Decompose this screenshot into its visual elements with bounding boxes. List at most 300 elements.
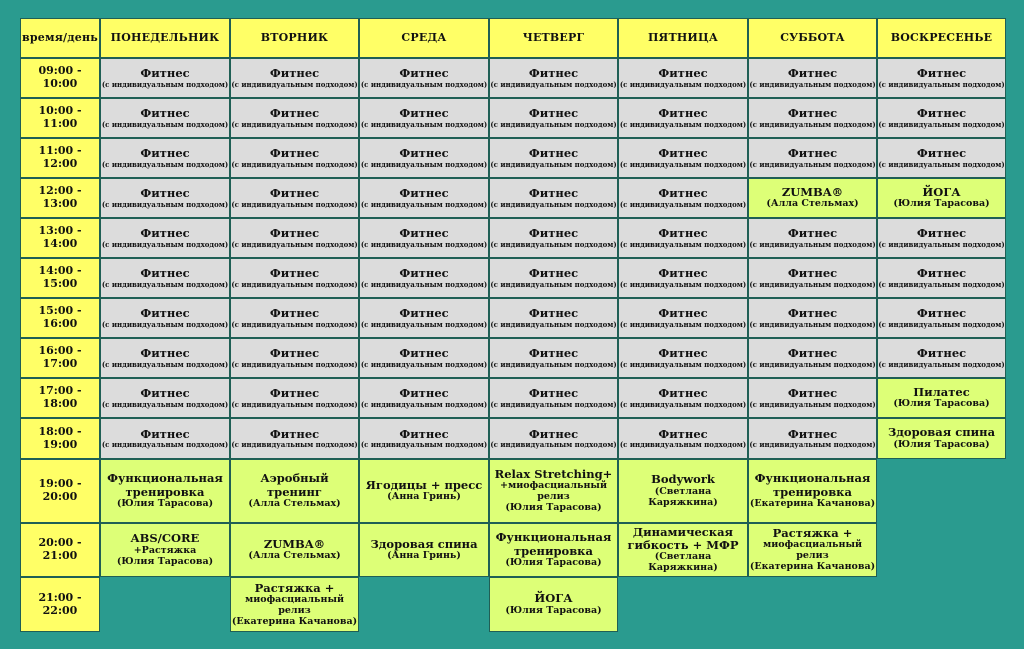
class-note: (с индивидуальным подходом) xyxy=(490,279,617,289)
fitness-cell xyxy=(748,418,877,459)
class-title: Фитнес xyxy=(269,266,320,281)
class-title: Растяжка + xyxy=(254,580,335,595)
class-title: гибкость + МФР xyxy=(627,538,739,553)
fitness-cell xyxy=(618,178,748,218)
class-title: тренировка xyxy=(773,484,852,499)
class-title: Фитнес xyxy=(269,346,320,361)
fitness-cell xyxy=(100,258,230,298)
class-note: (с индивидуальным подходом) xyxy=(749,440,876,450)
fitness-cell xyxy=(489,178,618,218)
time-label: 14:00 - 15:00 xyxy=(38,264,82,290)
fitness-cell xyxy=(877,298,1006,338)
time-label: 12:00 - 13:00 xyxy=(38,184,82,210)
time-label: 21:00 - 22:00 xyxy=(38,590,82,617)
fitness-cell xyxy=(230,218,359,258)
class-note: (с индивидуальным подходом) xyxy=(360,239,488,249)
class-note: (с индивидуальным подходом) xyxy=(101,359,229,369)
time-slot xyxy=(20,418,100,459)
fitness-cell xyxy=(100,378,230,418)
class-title: Bodywork xyxy=(651,472,715,487)
class-title: Фитнес xyxy=(399,346,449,361)
class-note: (с индивидуальным подходом) xyxy=(490,119,617,129)
trainer-name: (Светлана Каряжкина) xyxy=(648,551,718,574)
class-title: миофасциальный релиз xyxy=(762,539,863,562)
class-title: Фитнес xyxy=(658,346,708,361)
fitness-cell xyxy=(230,418,359,459)
class-cell xyxy=(748,459,877,523)
class-title: Фитнес xyxy=(269,306,320,321)
class-note: (с индивидуальным подходом) xyxy=(231,119,358,129)
class-title: Фитнес xyxy=(658,66,708,81)
class-title: Фитнес xyxy=(916,66,967,81)
fitness-cell xyxy=(489,298,618,338)
class-title: Фитнес xyxy=(528,66,579,81)
class-note: (с индивидуальным подходом) xyxy=(101,239,229,249)
fitness-cell xyxy=(748,98,877,138)
time-slot xyxy=(20,218,100,258)
class-title: Фитнес xyxy=(916,346,967,361)
fitness-cell xyxy=(359,178,489,218)
fitness-cell xyxy=(359,298,489,338)
trainer-name: (Юлия Тарасова) xyxy=(505,502,602,514)
fitness-cell xyxy=(100,418,230,459)
fitness-cell xyxy=(877,218,1006,258)
class-title: Фитнес xyxy=(787,346,838,361)
time-slot xyxy=(20,577,100,632)
class-note: (с индивидуальным подходом) xyxy=(231,239,358,249)
class-cell xyxy=(618,523,748,577)
class-title: Фитнес xyxy=(916,226,967,241)
fitness-cell xyxy=(230,138,359,178)
class-title: Динамическая xyxy=(632,524,734,539)
class-title: Фитнес xyxy=(399,66,449,81)
class-note: (с индивидуальным подходом) xyxy=(101,319,229,329)
trainer-name: (Анна Гринь) xyxy=(387,491,461,503)
fitness-cell xyxy=(618,218,748,258)
trainer-name: (Юлия Тарасова) xyxy=(116,555,214,567)
time-label: 11:00 - 12:00 xyxy=(38,144,82,170)
fitness-cell xyxy=(489,418,618,459)
class-note: (с индивидуальным подходом) xyxy=(878,119,1005,129)
class-cell xyxy=(100,523,230,577)
class-note: (с индивидуальным подходом) xyxy=(490,159,617,169)
day-header xyxy=(359,18,489,58)
class-note: (с индивидуальным подходом) xyxy=(490,440,617,450)
class-title: Фитнес xyxy=(140,426,190,441)
time-slot xyxy=(20,523,100,577)
class-cell xyxy=(100,459,230,523)
class-note: (с индивидуальным подходом) xyxy=(231,319,358,329)
class-note: (с индивидуальным подходом) xyxy=(878,159,1005,169)
fitness-cell xyxy=(748,138,877,178)
class-note: (с индивидуальным подходом) xyxy=(231,159,358,169)
class-title: Функциональная xyxy=(754,471,871,486)
class-title: Фитнес xyxy=(658,106,708,121)
fitness-cell xyxy=(489,58,618,98)
day-header xyxy=(877,18,1006,58)
trainer-name: (Анна Гринь) xyxy=(387,550,461,562)
class-note: (с индивидуальным подходом) xyxy=(619,279,747,289)
time-label: 17:00 - 18:00 xyxy=(38,384,82,410)
fitness-cell xyxy=(618,378,748,418)
class-title: Фитнес xyxy=(269,66,320,81)
day-label: СРЕДА xyxy=(401,30,447,44)
day-label: СУББОТА xyxy=(780,30,845,44)
fitness-cell xyxy=(877,138,1006,178)
time-slot xyxy=(20,258,100,298)
fitness-cell xyxy=(489,218,618,258)
fitness-cell xyxy=(100,218,230,258)
trainer-name: (Юлия Тарасова) xyxy=(116,497,214,509)
class-title: Фитнес xyxy=(528,266,579,281)
class-cell xyxy=(359,523,489,577)
class-cell xyxy=(748,178,877,218)
class-title: Пилатес xyxy=(913,384,970,399)
time-slot xyxy=(20,298,100,338)
class-note: (с индивидуальным подходом) xyxy=(490,359,617,369)
class-title: Фитнес xyxy=(399,146,449,161)
fitness-cell xyxy=(748,258,877,298)
class-title: Фитнес xyxy=(916,266,967,281)
corner-header xyxy=(20,18,100,58)
class-title: ЙОГА xyxy=(534,591,573,606)
day-header xyxy=(748,18,877,58)
class-title: Фитнес xyxy=(269,106,320,121)
fitness-cell xyxy=(230,298,359,338)
class-title: Фитнес xyxy=(140,346,190,361)
class-title: тренировка xyxy=(514,543,593,558)
fitness-cell xyxy=(359,138,489,178)
class-cell xyxy=(230,577,359,632)
fitness-cell xyxy=(877,258,1006,298)
class-title: ЙОГА xyxy=(922,184,961,199)
class-note: (с индивидуальным подходом) xyxy=(619,399,747,409)
class-note: (с индивидуальным подходом) xyxy=(619,359,747,369)
trainer-name: (Юлия Тарасова) xyxy=(893,198,990,210)
fitness-cell xyxy=(618,338,748,378)
class-title: Фитнес xyxy=(399,226,449,241)
class-title: Фитнес xyxy=(140,226,190,241)
class-cell xyxy=(230,459,359,523)
fitness-cell xyxy=(359,378,489,418)
class-cell xyxy=(877,378,1006,418)
class-title: Фитнес xyxy=(916,106,967,121)
class-title: Фитнес xyxy=(269,146,320,161)
class-title: Фитнес xyxy=(399,186,449,201)
day-label: ВТОРНИК xyxy=(260,30,329,44)
class-note: (с индивидуальным подходом) xyxy=(360,359,488,369)
class-title: Фитнес xyxy=(269,186,320,201)
class-note: (с индивидуальным подходом) xyxy=(490,239,617,249)
class-title: Функциональная xyxy=(495,530,612,545)
fitness-cell xyxy=(748,298,877,338)
class-title: Фитнес xyxy=(140,386,190,401)
fitness-cell xyxy=(359,338,489,378)
fitness-cell xyxy=(748,218,877,258)
fitness-cell xyxy=(748,58,877,98)
class-note: (с индивидуальным подходом) xyxy=(749,399,876,409)
fitness-cell xyxy=(489,338,618,378)
trainer-name: (Юлия Тарасова) xyxy=(505,604,602,616)
class-note: (с индивидуальным подходом) xyxy=(749,159,876,169)
fitness-cell xyxy=(618,298,748,338)
class-title: Фитнес xyxy=(528,386,579,401)
fitness-cell xyxy=(100,338,230,378)
class-title: Фитнес xyxy=(140,66,190,81)
class-note: (с индивидуальным подходом) xyxy=(878,239,1005,249)
class-note: (с индивидуальным подходом) xyxy=(619,119,747,129)
class-note: (с индивидуальным подходом) xyxy=(878,319,1005,329)
class-note: (с индивидуальным подходом) xyxy=(749,119,876,129)
class-title: +миофасциальный релиз xyxy=(500,480,607,503)
fitness-cell xyxy=(100,58,230,98)
class-title: Функциональная xyxy=(107,471,223,486)
time-slot xyxy=(20,98,100,138)
class-title: Фитнес xyxy=(269,226,320,241)
day-label: ПОНЕДЕЛЬНИК xyxy=(110,30,220,44)
class-title: Фитнес xyxy=(658,186,708,201)
class-title: Фитнес xyxy=(140,146,190,161)
fitness-cell xyxy=(100,98,230,138)
class-note: (с индивидуальным подходом) xyxy=(490,79,617,89)
time-slot xyxy=(20,459,100,523)
trainer-name: (Юлия Тарасова) xyxy=(505,556,602,568)
time-slot xyxy=(20,378,100,418)
fitness-cell xyxy=(618,58,748,98)
class-title: Фитнес xyxy=(658,306,708,321)
class-title: Фитнес xyxy=(269,386,320,401)
class-note: (с индивидуальным подходом) xyxy=(619,440,747,450)
class-title: тренировка xyxy=(125,484,205,499)
trainer-name: (Алла Стельмах) xyxy=(248,497,341,509)
class-note: (с индивидуальным подходом) xyxy=(360,399,488,409)
time-slot xyxy=(20,138,100,178)
time-label: 13:00 - 14:00 xyxy=(38,224,82,250)
class-cell xyxy=(489,459,618,523)
class-title: Фитнес xyxy=(658,226,708,241)
fitness-cell xyxy=(618,98,748,138)
class-title: Фитнес xyxy=(140,106,190,121)
class-title: Фитнес xyxy=(658,266,708,281)
class-note: (с индивидуальным подходом) xyxy=(619,159,747,169)
fitness-cell xyxy=(359,418,489,459)
class-title: Фитнес xyxy=(399,106,449,121)
class-note: (с индивидуальным подходом) xyxy=(101,159,229,169)
class-cell xyxy=(489,523,618,577)
class-note: (с индивидуальным подходом) xyxy=(360,159,488,169)
class-title: Фитнес xyxy=(658,386,708,401)
fitness-cell xyxy=(748,338,877,378)
class-cell xyxy=(877,418,1006,459)
class-note: (с индивидуальным подходом) xyxy=(749,79,876,89)
time-label: 20:00 - 21:00 xyxy=(38,536,82,562)
fitness-cell xyxy=(618,138,748,178)
class-title: Фитнес xyxy=(787,146,838,161)
class-title: ABS/CORE xyxy=(130,531,200,546)
class-note: (с индивидуальным подходом) xyxy=(490,399,617,409)
class-note: (с индивидуальным подходом) xyxy=(878,279,1005,289)
fitness-cell xyxy=(230,338,359,378)
fitness-cell xyxy=(489,258,618,298)
day-header xyxy=(489,18,618,58)
class-title: Фитнес xyxy=(528,186,579,201)
class-title: Фитнес xyxy=(140,306,190,321)
fitness-cell xyxy=(618,258,748,298)
time-label: 10:00 - 11:00 xyxy=(38,104,82,130)
class-title: Фитнес xyxy=(140,186,190,201)
class-note: (с индивидуальным подходом) xyxy=(619,319,747,329)
class-note: (с индивидуальным подходом) xyxy=(749,359,876,369)
class-note: (с индивидуальным подходом) xyxy=(231,199,358,209)
class-note: (с индивидуальным подходом) xyxy=(101,440,229,450)
class-note: (с индивидуальным подходом) xyxy=(101,119,229,129)
time-label: 18:00 - 19:00 xyxy=(38,424,82,451)
class-title: Фитнес xyxy=(916,146,967,161)
class-note: (с индивидуальным подходом) xyxy=(360,279,488,289)
trainer-name: (Алла Стельмах) xyxy=(766,198,859,210)
class-title: миофасциальный релиз xyxy=(244,593,345,616)
class-note: (с индивидуальным подходом) xyxy=(231,359,358,369)
class-title: Фитнес xyxy=(787,226,838,241)
fitness-cell xyxy=(359,258,489,298)
day-label: ЧЕТВЕРГ xyxy=(522,30,585,44)
class-title: Фитнес xyxy=(399,386,449,401)
class-title: Фитнес xyxy=(399,426,449,441)
class-note: (с индивидуальным подходом) xyxy=(231,279,358,289)
day-label: ВОСКРЕСЕНЬЕ xyxy=(890,30,993,44)
time-label: 16:00 - 17:00 xyxy=(38,344,82,370)
class-title: Фитнес xyxy=(528,306,579,321)
class-title: Фитнес xyxy=(399,266,449,281)
class-note: (с индивидуальным подходом) xyxy=(360,199,488,209)
fitness-cell xyxy=(877,98,1006,138)
day-header xyxy=(230,18,359,58)
class-title: Фитнес xyxy=(787,266,838,281)
fitness-cell xyxy=(230,258,359,298)
class-note: (с индивидуальным подходом) xyxy=(101,279,229,289)
fitness-cell xyxy=(230,178,359,218)
class-title: Фитнес xyxy=(916,306,967,321)
fitness-cell xyxy=(100,298,230,338)
class-note: (с индивидуальным подходом) xyxy=(101,199,229,209)
trainer-name: (Светлана Каряжкина) xyxy=(648,485,718,508)
class-title: Фитнес xyxy=(528,106,579,121)
class-note: (с индивидуальным подходом) xyxy=(231,399,358,409)
time-slot xyxy=(20,58,100,98)
class-title: Relax Stretching+ xyxy=(494,467,613,481)
class-note: (с индивидуальным подходом) xyxy=(749,319,876,329)
class-title: Ягодицы + пресс xyxy=(365,477,483,492)
fitness-cell xyxy=(359,98,489,138)
class-title: Фитнес xyxy=(787,106,838,121)
class-note: (с индивидуальным подходом) xyxy=(619,239,747,249)
class-title: Растяжка + xyxy=(772,526,853,540)
class-title: Фитнес xyxy=(528,226,579,241)
fitness-cell xyxy=(748,378,877,418)
class-note: (с индивидуальным подходом) xyxy=(619,199,747,209)
time-label: 09:00 - 10:00 xyxy=(38,64,82,90)
class-note: (с индивидуальным подходом) xyxy=(490,319,617,329)
trainer-name: (Екатерина Качанова) xyxy=(749,497,876,509)
day-header xyxy=(100,18,230,58)
day-header xyxy=(618,18,748,58)
fitness-cell xyxy=(100,138,230,178)
fitness-cell xyxy=(489,378,618,418)
class-title: Фитнес xyxy=(399,306,449,321)
time-label: 15:00 - 16:00 xyxy=(38,304,82,330)
class-note: (с индивидуальным подходом) xyxy=(101,79,229,89)
trainer-name: (Екатерина Качанова) xyxy=(231,615,358,627)
class-note: (с индивидуальным подходом) xyxy=(749,279,876,289)
class-note: (с индивидуальным подходом) xyxy=(360,440,488,450)
fitness-cell xyxy=(230,378,359,418)
class-title: ZUMBA® xyxy=(263,536,326,551)
class-title: Фитнес xyxy=(528,146,579,161)
time-label: 19:00 - 20:00 xyxy=(38,477,82,503)
class-note: (с индивидуальным подходом) xyxy=(490,199,617,209)
class-title: Фитнес xyxy=(787,386,838,401)
trainer-name: (Юлия Тарасова) xyxy=(893,398,990,410)
class-note: (с индивидуальным подходом) xyxy=(878,359,1005,369)
class-title: Фитнес xyxy=(269,426,320,441)
class-title: Фитнес xyxy=(658,426,708,441)
fitness-cell xyxy=(230,58,359,98)
class-cell xyxy=(618,459,748,523)
class-title: Фитнес xyxy=(787,426,838,441)
corner-label: время/день xyxy=(22,30,98,44)
class-title: Здоровая спина xyxy=(370,536,478,551)
class-note: (с индивидуальным подходом) xyxy=(878,79,1005,89)
class-title: ZUMBA® xyxy=(781,184,844,199)
fitness-cell xyxy=(230,98,359,138)
time-slot xyxy=(20,178,100,218)
class-note: (с индивидуальным подходом) xyxy=(101,399,229,409)
fitness-cell xyxy=(877,338,1006,378)
class-title: Фитнес xyxy=(787,306,838,321)
class-cell xyxy=(359,459,489,523)
class-title: Фитнес xyxy=(528,426,579,441)
class-cell xyxy=(877,178,1006,218)
class-title: Фитнес xyxy=(528,346,579,361)
class-cell xyxy=(748,523,877,577)
class-note: (с индивидуальным подходом) xyxy=(360,79,488,89)
class-cell xyxy=(489,577,618,632)
class-title: Здоровая спина xyxy=(887,425,996,440)
class-note: (с индивидуальным подходом) xyxy=(619,79,747,89)
fitness-cell xyxy=(359,218,489,258)
day-label: ПЯТНИЦА xyxy=(647,30,719,44)
class-note: (с индивидуальным подходом) xyxy=(360,319,488,329)
class-title: Фитнес xyxy=(140,266,190,281)
fitness-cell xyxy=(877,58,1006,98)
class-title: Аэробный тренинг xyxy=(260,471,329,499)
fitness-cell xyxy=(100,178,230,218)
time-slot xyxy=(20,338,100,378)
class-title: Фитнес xyxy=(787,66,838,81)
class-note: (с индивидуальным подходом) xyxy=(749,239,876,249)
class-cell xyxy=(230,523,359,577)
trainer-name: (Юлия Тарасова) xyxy=(893,438,990,450)
class-note: (с индивидуальным подходом) xyxy=(231,79,358,89)
fitness-cell xyxy=(489,98,618,138)
class-note: (с индивидуальным подходом) xyxy=(231,440,358,450)
trainer-name: (Алла Стельмах) xyxy=(248,550,341,562)
trainer-name: (Екатерина Качанова) xyxy=(749,561,876,573)
fitness-cell xyxy=(489,138,618,178)
fitness-cell xyxy=(359,58,489,98)
class-title: +Растяжка xyxy=(133,544,197,556)
class-title: Фитнес xyxy=(658,146,708,161)
